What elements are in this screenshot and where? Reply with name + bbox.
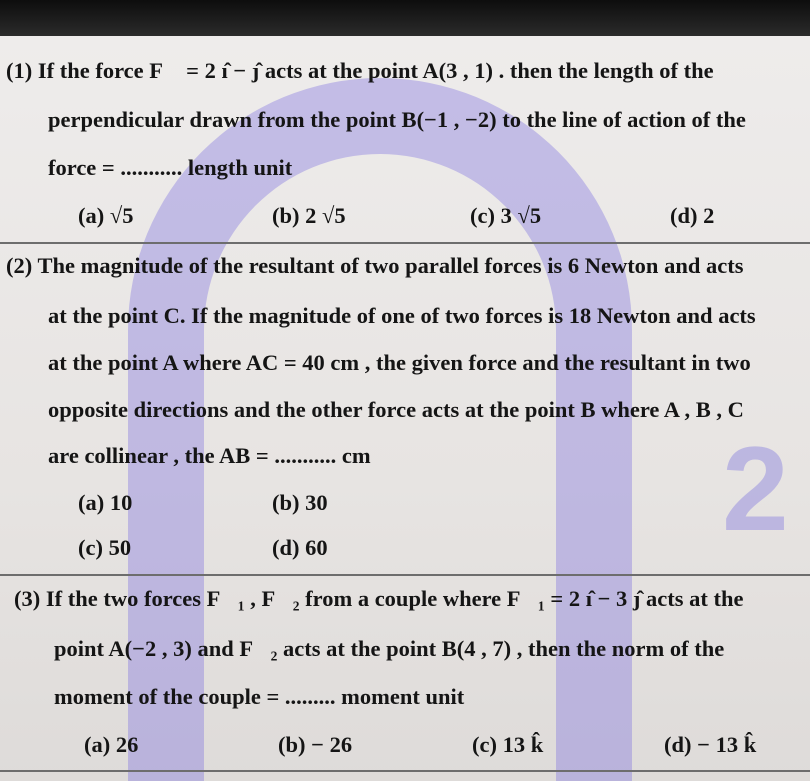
q2-option-c[interactable]: (c) 50	[78, 535, 132, 560]
q3-option-a[interactable]: (a) 26	[84, 732, 139, 757]
separator-1	[0, 242, 810, 244]
q1-line-2: perpendicular drawn from the point B(−1 , −2) to the line of action of the	[48, 107, 746, 132]
q3-line-3: moment of the couple = ......... moment unit	[54, 684, 465, 709]
watermark-arch-shape	[128, 78, 632, 781]
q1-option-c[interactable]: (c) 3 √5	[470, 203, 542, 228]
q2-line-5: are collinear , the AB = ........... cm	[48, 443, 371, 468]
q1-line-3: force = ........... length unit	[48, 155, 293, 180]
q2-line-3: at the point A where AC = 40 cm , the given force and the resultant in two	[48, 350, 751, 375]
q3-line-2: point A(−2 , 3) and F⃗₂ acts at the point B(4 , 7) , then the norm of the	[54, 636, 725, 661]
separator-3	[0, 770, 810, 772]
watermark-digit: 2	[722, 422, 789, 556]
separator-2	[0, 574, 810, 576]
q3-option-d[interactable]: (d) − 13 k̂	[664, 732, 757, 757]
q3-line-1: (3) If the two forces F⃗₁ , F⃗₂ from a couple where F⃗₁ = 2 ı̂ − 3 ȷ̂ acts at the	[14, 586, 744, 611]
q3-option-c[interactable]: (c) 13 k̂	[472, 732, 544, 757]
q1-option-a[interactable]: (a) √5	[78, 203, 134, 228]
q1-option-d[interactable]: (d) 2	[670, 203, 715, 228]
q2-line-4: opposite directions and the other force acts at the point B where A , B , C	[48, 397, 744, 422]
q2-option-a[interactable]: (a) 10	[78, 490, 133, 515]
q1-line-1: (1) If the force F⃗ = 2 ı̂ − ȷ̂ acts at the point A(3 , 1) . then the length of the	[6, 58, 714, 83]
q2-option-b[interactable]: (b) 30	[272, 490, 328, 515]
q2-line-2: at the point C. If the magnitude of one of two forces is 18 Newton and acts	[48, 303, 756, 328]
q2-line-1: (2) The magnitude of the resultant of two parallel forces is 6 Newton and acts	[6, 253, 744, 278]
q2-option-d[interactable]: (d) 60	[272, 535, 328, 560]
q1-option-b[interactable]: (b) 2 √5	[272, 203, 346, 228]
q3-option-b[interactable]: (b) − 26	[278, 732, 353, 757]
